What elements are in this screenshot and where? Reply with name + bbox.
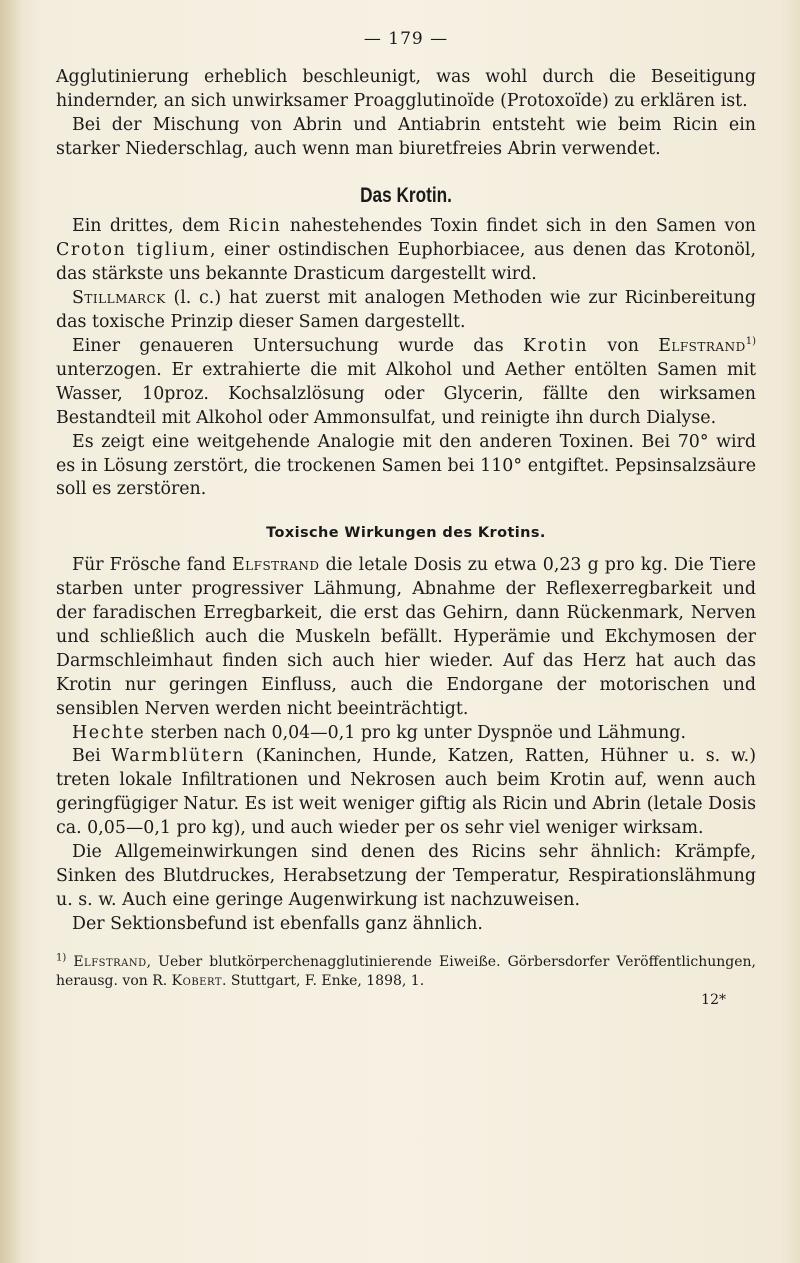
author-elfstrand-2: Elfstrand (231, 555, 320, 576)
text-block (56, 28, 756, 1009)
footnote-ref[interactable]: 1) (745, 336, 756, 348)
paragraph-warm-blooded: Bei Warmblütern (Kaninchen, Hunde, Katzen, Ratten, Hühner u. s. w.) treten lokale Infiltrationen und Nekrosen auch beim Krotin auf, wenn auch geringfügiger Natur. Es ist weit weniger giftig als Ricin und Abrin (letale Dosis ca. 0,05—0,1 pro kg), und auch wieder per os sehr viel weniger wirksam. (56, 746, 756, 839)
paragraph-krotin-intro: Ein drittes, dem Ricin nahestehendes Toxin findet sich in den Samen von Croton tiglium, einer ostindischen Euphorbiacee, aus denen das Krotonöl, das stärkste uns bekannte Drasticum dargestellt wird. (56, 216, 757, 285)
section-title: Das Krotin. (360, 183, 452, 207)
binding-shadow (0, 0, 22, 1263)
paragraph-abrin-mix: Bei der Mischung von Abrin und Antiabrin entsteht wie beim Ricin ein starker Niederschlag, auch wenn man biuretfreies Abrin verwendet. (56, 114, 756, 159)
paragraph-stillmarck: Stillmarck (l. c.) hat zuerst mit analogen Methoden wie zur Ricinbereitung das toxische Prinzip dieser Samen dargestellt. (56, 288, 756, 333)
author-stillmarck: Stillmarck (72, 288, 166, 309)
paragraph-autopsy: Der Sektionsbefund ist ebenfalls ganz ähnlich. (72, 913, 483, 934)
page-number: — 179 — (363, 29, 449, 49)
term-warmbluetern: Warmblütern (111, 746, 246, 767)
paragraph-elfstrand: Einer genaueren Untersuchung wurde das Krotin von Elfstrand$^{1)}$ unterzogen. Er extrahierte die mit Alkohol und Aether entölten Samen mit Wasser, 10proz. Kochsalzlösung oder Glycerin, fällte den wirksamen Bestandteil mit Alkohol oder Ammonsulfat, und reinigte ihn durch Dialyse. (56, 335, 756, 428)
term-krotin: Krotin (523, 335, 589, 356)
footnote: $^{1)}$ Elfstrand, Ueber blutkörperchenagglutinierende Eiweiße. Görbersdorfer Veröffentlichungen, herausg. von R. Kobert. Stuttgart, F. Enke, 1898, 1. (56, 952, 756, 989)
paragraph-agglutination: Agglutinierung erheblich beschleunigt, was wohl durch die Beseitigung hindernder, an sich unwirksamer Proagglutinoïde (Protoxoïde) zu erklären ist. (56, 66, 756, 111)
footnote-author: Elfstrand (73, 953, 147, 970)
subsection-title: Toxische Wirkungen des Krotins. (266, 525, 546, 542)
author-elfstrand: Elfstrand (658, 335, 746, 356)
paragraph-general-effects: Die Allgemeinwirkungen sind denen des Ricins sehr ähnlich: Krämpfe, Sinken des Blutdruckes, Herabsetzung der Temperatur, Respirationslähmung u. s. w. Auch eine geringe Augenwirkung ist nachzuweisen. (56, 842, 756, 910)
paragraph-pike: Hechte sterben nach 0,04—0,1 pro kg unter Dyspnöe und Lähmung. (72, 722, 687, 743)
term-hechte: Hechte (72, 722, 146, 743)
paragraph-analogy: Es zeigt eine weitgehende Analogie mit den anderen Toxinen. Bei 70° wird es in Lösung zerstört, die trockenen Samen bei 110° entgiftet. Pepsinsalzsäure soll es zerstören. (56, 431, 756, 500)
term-ricin: Ricin (228, 216, 282, 237)
sheet-signature: 12* (701, 991, 726, 1008)
footnote-marker: 1) (56, 952, 67, 964)
term-croton-tiglium: Croton tiglium (56, 240, 211, 261)
footnote-editor: Kobert (171, 972, 222, 989)
paragraph-frogs: Für Frösche fand Elfstrand die letale Dosis zu etwa 0,23 g pro kg. Die Tiere starben unter progressiver Lähmung, Abnahme der Reflexerregbarkeit und der faradischen Erregbarkeit, die erst das Gehirn, dann Rückenmark, Nerven und schließlich auch die Muskeln befällt. Hyperämie und Ekchymosen der Darmschleimhaut finden sich auch hier wieder. Auf das Herz hat auch das Krotin nur geringen Einfluss, auch die Endorgane der motorischen und sensiblen Nerven werden nicht beeinträchtigt. (56, 555, 756, 719)
